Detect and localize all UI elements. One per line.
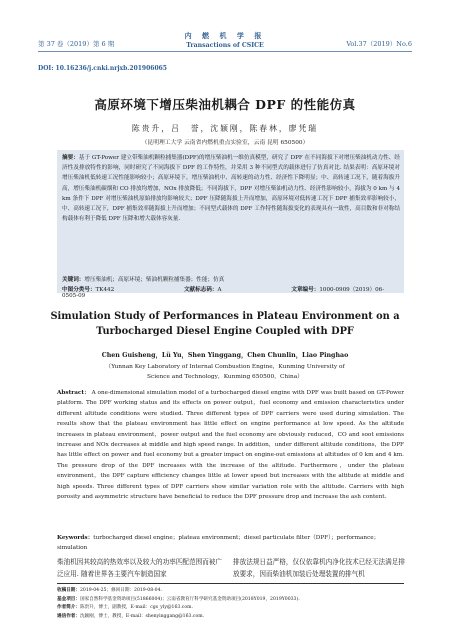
header-divider: [38, 51, 412, 52]
keywords-en: [57, 533, 404, 553]
footnote: [57, 587, 407, 621]
abstract-en-body: A one-dimensional simulation model of a turbocharged diesel engine with DPF was built based on GT-Power platform. The DPF working status and its effects on power output，fuel economy and emission characteristics under different altitude conditions were studied. Three different types of DPF carriers were used during simulation. The results show that the plateau environment has little effect on engine performance at low speed. As the altitude increases in plateau environment，power output and the fuel economy are obviously reduced，CO and soot emissions increase and NOx decreases at middle and high speed range. In addition，under different altitude conditions，the DPF has little effect on power and fuel economy but a greater impact on engine-out emissions at altitudes of 0 km and 4 km. The pressure drop of the DPF increases with the increase of the altitude. Furthermore，under the plateau environment，the DPF capture efficiency changes little at lower speed but increases with the altitude at middle and high speeds. Three different types of DPF carriers show similar variation role with the altitude. Carriers with high porosity and asymmetric structure have beneficial to reduce the DPF pressure drop and increase the ash content.: [57, 390, 404, 501]
paper-title-cn: 高原环境下增压柴油机耦合 DPF 的性能仿真: [94, 97, 356, 112]
keywords-en-label: Keywords：: [57, 535, 94, 541]
affiliation-en: [0, 362, 450, 382]
keywords-cn-label: 关键词：: [62, 277, 85, 283]
affiliation-en-line-1: （Yunnan Key Laboratory of Internal Combustion Engine，Kunming University of: [105, 364, 345, 370]
affiliation-cn: （昆明理工大学 云南省内燃机重点实验室，云南 昆明 650500）: [141, 140, 309, 146]
abstract-en: [57, 388, 404, 502]
affiliation-en-line-2: Science and Technology，Kunming 650500，China）: [147, 374, 303, 380]
footnote-author: 作者简介：陈贵升，博士，副教授，E-mail：cgs_yly@163.com.: [57, 605, 193, 611]
classification-line: [62, 285, 400, 299]
keywords-cn: [62, 275, 400, 283]
abstract-cn: [62, 153, 400, 224]
authors-en: Chen Guisheng，Lü Yu，Shen Yinggang，Chen Chunlin，Liao Pinghao: [101, 352, 349, 359]
paper-title-en-line-2: Turbocharged Diesel Engine Coupled with DPF: [96, 326, 354, 337]
abstract-en-label: Abstract：: [57, 390, 90, 396]
paper-title-en-line-1: Simulation Study of Performances in Plateau Environment on a: [50, 311, 400, 322]
clc-number: 中图分类号：TK442: [62, 287, 115, 293]
journal-volume-left: 第 37 卷（2019）第 6 期: [38, 40, 115, 48]
journal-name-en: Transactions of CSICE: [186, 42, 264, 49]
footnote-contact: 通信作者：沈颖刚，博士，教授，E-mail：shenyinggang@163.com.: [57, 613, 205, 619]
journal-volume-right: Vol.37（2019）No.6: [346, 40, 412, 48]
abstract-cn-label: 摘要：: [62, 155, 79, 161]
article-number: 文章编号：1000-0909（2019）06-0505-09: [62, 287, 385, 299]
doi-link[interactable]: DOI: 10.16236/j.cnki.nrjxb.201906065: [38, 65, 167, 72]
body-text-left-column: 柴油机因其较高的热效率以及较大的功率匹配范围而被广泛应用. 随着世界各主要汽车制造国家: [57, 558, 222, 578]
authors-cn: 陈贵升，吕 誉，沈颖刚，陈春林，廖凭瑞: [131, 124, 319, 133]
document-code: 文献标志码：A: [183, 287, 222, 293]
footnote-funding: 基金项目：国家自然科学基金资助项目(51866004)；云南省教育厅科学研究基金资助项目(2018Y019，2019Y0033).: [57, 596, 300, 602]
keywords-en-text: turbocharged diesel engine；plateau environment；diesel particulate filter（DPF）；performance；simulation: [57, 535, 380, 551]
keywords-cn-text: 增压柴油机；高原环境；柴油机颗粒捕集器；性能；仿真: [84, 277, 225, 283]
body-text-right-column: 排放法规日益严格，仅仅依靠机内净化技术已经无法满足排放要求，因而柴油机加装后处理装置的排气机: [233, 558, 405, 578]
journal-name-cn: 内 燃 机 学 报: [184, 31, 266, 40]
paper-title-en: [0, 309, 450, 339]
footnote-divider: [57, 583, 404, 584]
abstract-cn-body: 基于 GT-Power 建立带柴油机颗粒捕集器(DPF)的增压柴油机一维仿真模型，研究了 DPF 在不同海拔下对增压柴油机动力性、经济性及排放特性的影响，同时研究了不同海拔下 DPF 的工作特性，并采用 3 种不同型式的载体进行了仿真对比. 结果表明：高原环境对增压柴油机低转速工况性能影响较小；高原环境下，增压柴油机中、高转速的动力性、经济性下降明显；中、高转速工况下，随着海拔升高，增压柴油机碳烟和 CO 排放均增加，NOx 排放降低；不同海拔下，DPF 对增压柴油机动力性、经济性影响较小，海拔为 0 km 与 4 km 条件下 DPF 对增压柴油机原始排放均影响较大；DPF 压降随海拔上升而增加，高原环境对低转速工况下 DPF 捕集效率影响较小，中、高转速工况下，DPF 捕集效率随海拔上升而增加；不同型式载体的 DPF 工作特性随海拔变化的表现具有一致性，高目数和非对称结构载体有利于降低 DPF 压降和增大载体容灰量.: [62, 155, 400, 223]
footnote-dates: 收稿日期：2019-04-25；修回日期：2019-08-04.: [57, 588, 162, 593]
